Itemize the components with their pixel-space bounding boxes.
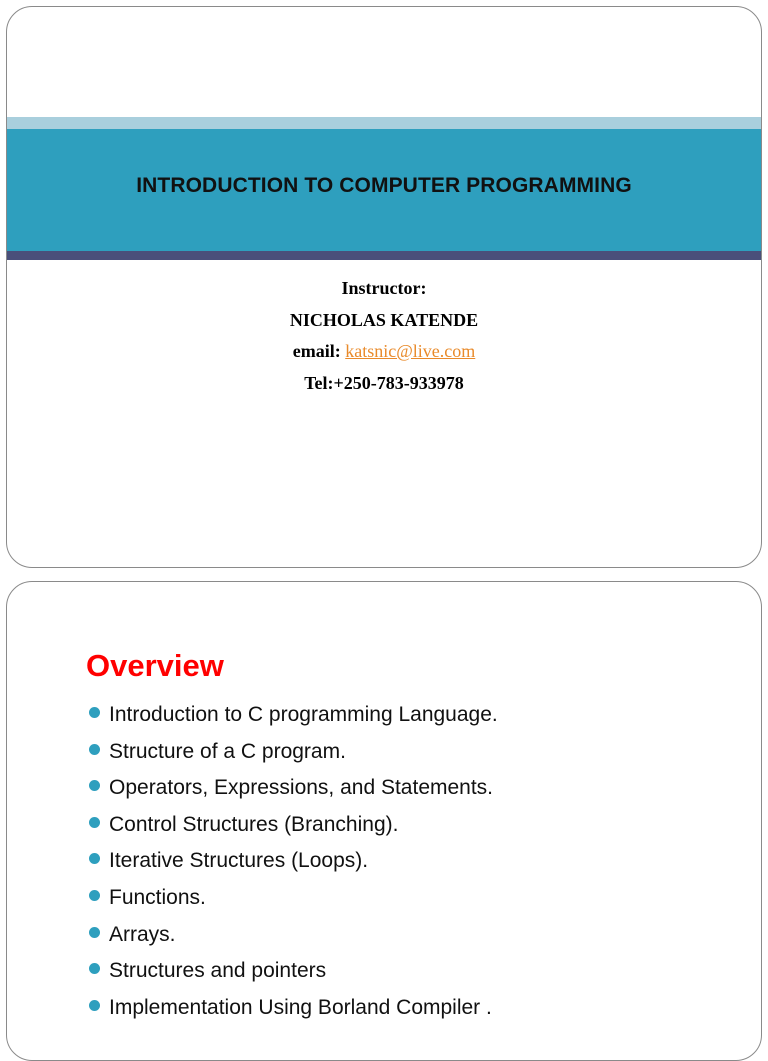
bullet-icon: [89, 707, 100, 718]
phone-number: Tel:+250-783-933978: [304, 373, 464, 393]
overview-heading: Overview: [86, 648, 224, 683]
list-item-text: Introduction to C programming Language.: [109, 703, 498, 726]
bullet-icon: [89, 963, 100, 974]
email-line: [7, 341, 761, 362]
instructor-name: NICHOLAS KATENDE: [289, 310, 479, 330]
list-item-text: Iterative Structures (Loops).: [109, 849, 369, 873]
list-item-text: Operators, Expressions, and Statements.: [109, 776, 494, 800]
list-item-text: Control Structures (Branching).: [109, 812, 399, 836]
header-band-light: [7, 117, 761, 129]
list-item: [87, 959, 498, 996]
header-band-dark: [7, 251, 761, 260]
list-item: [87, 813, 498, 850]
list-item: [87, 996, 498, 1033]
list-item: [87, 703, 498, 740]
instructor-label: Instructor:: [341, 278, 427, 298]
title-slide: [6, 6, 762, 568]
bullet-icon: [89, 1000, 100, 1011]
bullet-icon: [89, 853, 100, 864]
bullet-icon: [89, 890, 100, 901]
list-item: [87, 886, 498, 923]
list-item: [87, 740, 498, 777]
email-link[interactable]: katsnic@live.com: [345, 341, 476, 361]
overview-slide: [6, 581, 762, 1061]
list-item-text: Structures and pointers: [109, 959, 327, 983]
list-item: [87, 776, 498, 813]
list-item: [87, 923, 498, 960]
list-item: [87, 849, 498, 886]
slide-title: INTRODUCTION TO COMPUTER PROGRAMMING: [136, 174, 632, 197]
bullet-icon: [89, 817, 100, 828]
bullet-icon: [89, 927, 100, 938]
bullet-icon: [89, 744, 100, 755]
list-item-text: Implementation Using Borland Compiler .: [109, 995, 492, 1019]
bullet-icon: [89, 780, 100, 791]
overview-list: [87, 703, 498, 1032]
list-item-text: Structure of a C program.: [109, 739, 346, 763]
email-label: email:: [292, 341, 341, 361]
list-item-text: Functions.: [109, 885, 206, 909]
list-item-text: Arrays.: [109, 922, 176, 946]
